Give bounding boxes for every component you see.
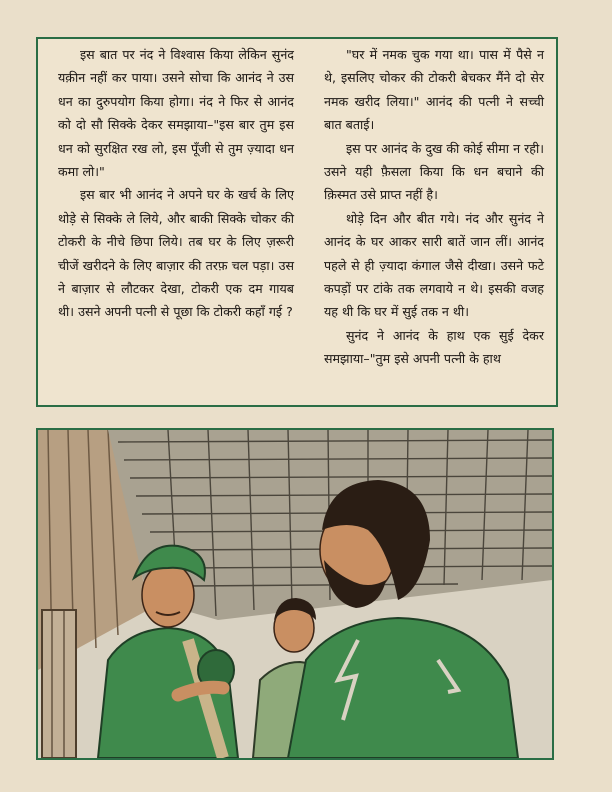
- story-illustration: [36, 428, 554, 760]
- window-frame: [42, 610, 76, 758]
- story-paragraph: थोड़े दिन और बीत गये। नंद और सुनंद ने आनंद के घर आकर सारी बातें जान लीं। आनंद पहले से ही ज़्यादा कंगाल जैसे दीखा। उसने फटे कपड़ों पर टांके तक लगवाये न थे। इसकी वजह यह थी कि घर में सुई तक न थी।: [324, 210, 544, 320]
- illustration-scene: [38, 430, 552, 758]
- story-paragraph: सुनंद ने आनंद के हाथ एक सुई देकर समझाया–"तुम इसे अपनी पत्नी के हाथ: [324, 327, 544, 367]
- left-text-column: [58, 43, 294, 324]
- story-text-frame: [36, 37, 558, 407]
- story-paragraph: "घर में नमक चुक गया था। पास में पैसे न थे, इसलिए चोकर की टोकरी बेचकर मैंने दो सेर नमक खरीद लिया।" आनंद की पत्नी ने सच्ची बात बताई।: [324, 47, 544, 133]
- story-paragraph: इस बार भी आनंद ने अपने घर के खर्च के लिए थोड़े से सिक्के ले लिये, और बाकी सिक्के चोकर की टोकरी के नीचे छिपा लिये। तब घर के लिए ज़रूरी चीजें खरीदने के लिए बाज़ार की तरफ़ चल पड़ा। उस ने बाज़ार से लौटकर देखा, टोकरी एक दम गायब थी। उसने अपनी पत्नी से पूछा कि टोकरी कहाँ गई ?: [58, 187, 294, 320]
- right-text-column: [324, 43, 544, 371]
- story-paragraph: इस बात पर नंद ने विश्वास किया लेकिन सुनंद यक़ीन नहीं कर पाया। उसने सोचा कि आनंद ने उस धन का दुरुपयोग किया होगा। नंद ने फिर से आनंद को दो सौ सिक्के देकर समझाया–"इस बार तुम इस धन को सुरक्षित रख लो, इस पूँजी से तुम ज़्यादा धन कमा लो।": [58, 47, 294, 180]
- story-paragraph: इस पर आनंद के दुख की कोई सीमा न रही। उसने यही फ़ैसला किया कि धन बचाने की क़िस्मत उसे प्राप्त नहीं है।: [324, 140, 544, 203]
